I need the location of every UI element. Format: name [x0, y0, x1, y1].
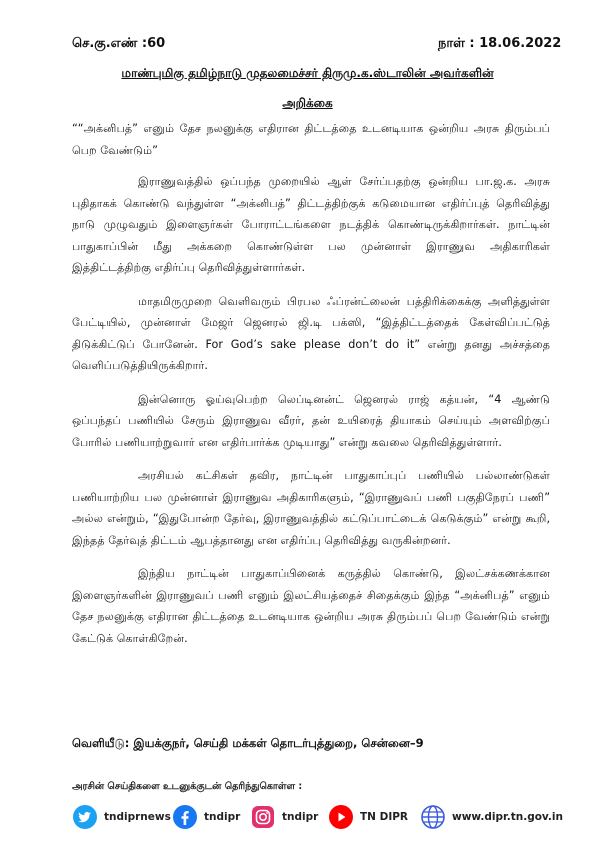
instagram-icon [250, 804, 276, 830]
social-facebook[interactable] [172, 803, 240, 831]
twitter-icon [72, 804, 98, 830]
social-label: tndipr [282, 811, 319, 823]
page-subtitle: அறிக்கை [282, 96, 333, 110]
statement-body [72, 118, 550, 661]
globe-icon [420, 804, 446, 830]
social-label: www.dipr.tn.gov.in [452, 811, 563, 823]
paragraph: மாதமிருமுறை வெளிவரும் பிரபல ஃப்ரன்ட்லைன் பத்திரிக்கைக்கு அளித்துள்ள பேட்டியில், முன்னாள் மேஜர் ஜெனரல் ஜி.டி பக்ஸி, “இத்திட்டத்தைக் கேள்விப்பட்டுத் திடுக்கிட்டுப் போனேன். For God’s sake please don’t do it” என்று தனது அச்சத்தை வெளிப்படுத்தியிருக்கிறார். [72, 294, 550, 372]
facebook-icon [172, 804, 198, 830]
lead-quote: ““அக்னிபத்” எனும் தேச நலனுக்கு எதிரான திட்டத்தை உடனடியாக ஒன்றிய அரசு திரும்பப் பெற வேண்டும்” [72, 122, 550, 157]
social-twitter[interactable] [72, 803, 171, 831]
paragraph: அரசியல் கட்சிகள் தவிர, நாட்டின் பாதுகாப்புப் பணியில் பல்லாண்டுகள் பணியாற்றிய பல முன்னாள் இராணுவ அதிகாரிகளும், “இராணுவப் பணி பகுதிநேரப் பணி” அல்ல என்றும், “இதுபோன்ற தேர்வு, இராணுவத்தில் கட்டுப்பாட்டைக் கெடுக்கும்” என்று கூறி, இந்தத் தேர்வுத் திட்டம் ஆபத்தானது என எதிர்ப்பு தெரிவித்து வருகின்றனர். [72, 469, 550, 547]
release-date: நாள் : 18.06.2022 [438, 36, 562, 51]
follow-text: அரசின் செய்திகளை உடனுக்குடன் தெரிந்துகொள்ள : [72, 781, 303, 792]
social-instagram[interactable] [250, 803, 318, 831]
paragraph: இராணுவத்தில் ஒப்பந்த முறையில் ஆள் சேர்ப்பதற்கு ஒன்றிய பா.ஜ.க. அரசு புதிதாகக் கொண்டு வந்துள்ள “அக்னிபத்” திட்டத்திற்குக் கடுமையான எதிர்ப்புத் தெரிவித்து நாடு முழுவதும் இளைஞர்கள் போராட்டங்களை நடத்திக் கொண்டிருக்கிறார்கள். நாட்டின் பாதுகாப்பின் மீது அக்கறை கொண்டுள்ள பல முன்னாள் இராணுவ அதிகாரிகள் இத்திட்டத்திற்கு எதிர்ப்பு தெரிவித்துள்ளார்கள். [72, 175, 550, 274]
social-label: tndiprnews [104, 811, 171, 823]
paragraph: இன்னொரு ஓய்வுபெற்ற லெப்டினன்ட் ஜெனரல் ராஜ் கத்யன், “4 ஆண்டு ஒப்பந்தப் பணியில் சேரும் இராணுவ வீரர், தன் உயிரைத் தியாகம் செய்யும் அளவிற்குப் போரில் பணியாற்றுவார் என எதிர்பார்க்க முடியாது” என்று கவலை தெரிவித்துள்ளார். [72, 392, 550, 449]
release-line: வெளியீடு: இயக்குநர், செய்தி மக்கள் தொடர்புத்துறை, சென்னை–9 [72, 736, 424, 750]
social-label: tndipr [204, 811, 241, 823]
social-website[interactable] [420, 803, 563, 831]
social-youtube[interactable] [328, 803, 408, 831]
youtube-icon [328, 804, 354, 830]
press-release-number: செ.கு.எண் :60 [72, 36, 166, 51]
paragraph: இந்திய நாட்டின் பாதுகாப்பினைக் கருத்தில் கொண்டு, இலட்சக்கணக்கான இளைஞர்களின் இராணுவப் பணி எனும் இலட்சியத்தைச் சிதைக்கும் இந்த “அக்னிபத்” எனும் தேச நலனுக்கு எதிரான திட்டத்தை உடனடியாக ஒன்றிய அரசு திரும்பப் பெற வேண்டும் என்று கேட்டுக் கொள்கிறேன். [72, 567, 550, 645]
page-title: மாண்புமிகு தமிழ்நாடு முதலமைச்சர் திருமு.க.ஸ்டாலின் அவர்களின் [121, 66, 494, 80]
social-label: TN DIPR [360, 811, 409, 823]
social-bar [72, 803, 572, 831]
